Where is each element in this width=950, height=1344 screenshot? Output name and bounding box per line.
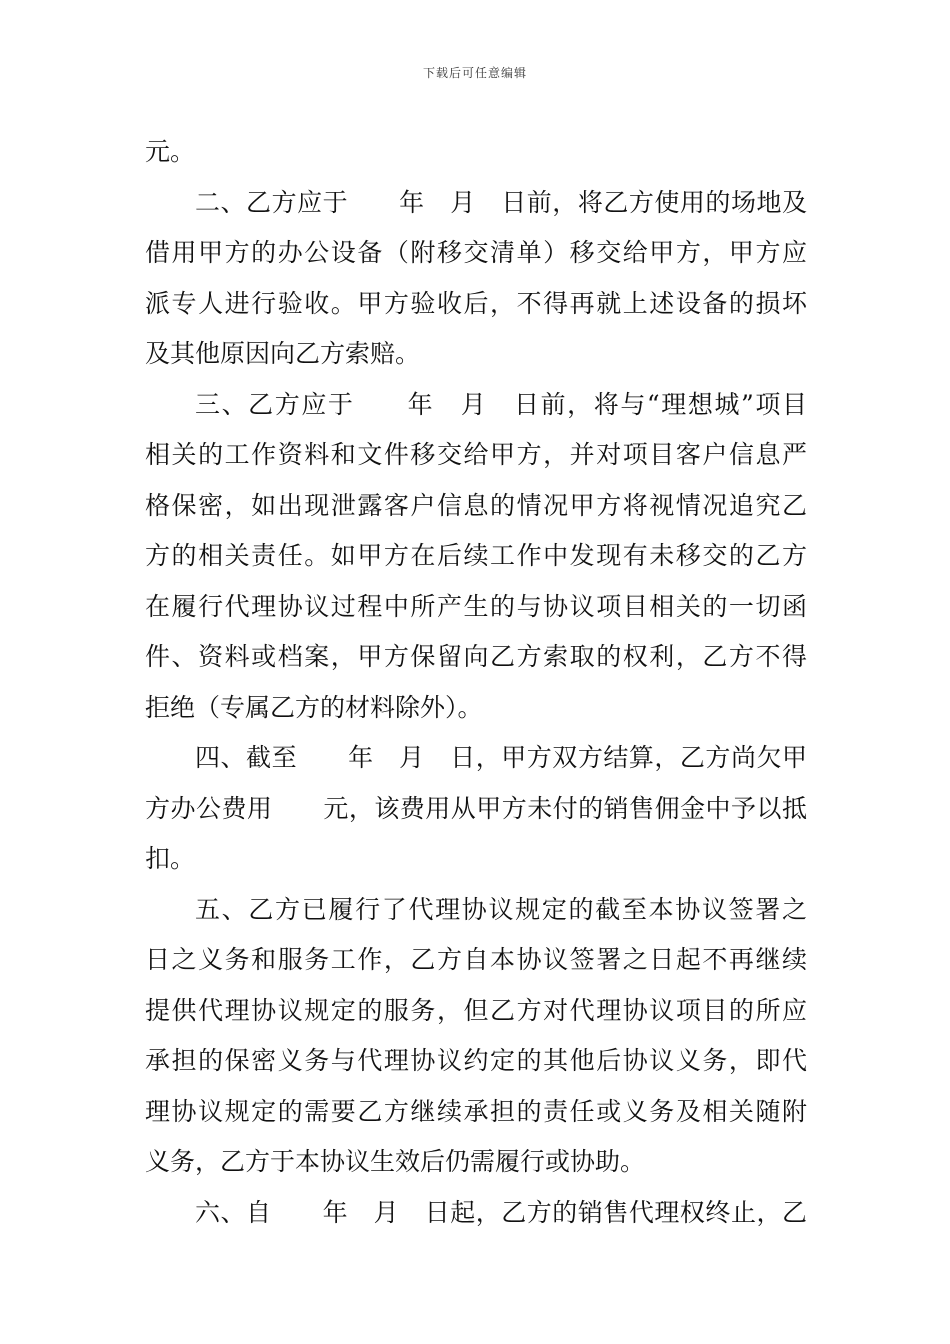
text-line: 件、资料或档案，甲方保留向乙方索取的权利，乙方不得 [145,642,807,671]
text-line: 提供代理协议规定的服务，但乙方对代理协议项目的所应 [145,995,807,1025]
text-line: 派专人进行验收。甲方验收后，不得再就上述设备的损坏 [145,288,807,318]
text-line: 承担的保密义务与代理协议约定的其他后协议义务，即代 [145,1046,807,1075]
text-line: 在履行代理协议过程中所产生的与协议项目相关的一切函 [145,591,807,621]
text-line: 借用甲方的办公设备（附移交清单）移交给甲方，甲方应 [145,238,807,267]
text-line: 日之义务和服务工作，乙方自本协议签署之日起不再继续 [145,945,807,974]
text-line: 四、截至 年 月 日，甲方双方结算，乙方尚欠甲 [195,743,807,772]
text-line: 方的相关责任。如甲方在后续工作中发现有未移交的乙方 [145,541,807,570]
text-line: 三、乙方应于 年 月 日前，将与“理想城”项目 [195,389,807,419]
text-line: 格保密，如出现泄露客户信息的情况甲方将视情况追究乙 [145,490,807,520]
text-line: 扣。 [145,844,196,873]
page-header: 下载后可任意编辑 [422,66,527,80]
text-line: 方办公费用 元，该费用从甲方未付的销售佣金中予以抵 [145,793,807,823]
text-line: 二、乙方应于 年 月 日前，将乙方使用的场地及 [195,187,807,217]
text-line: 相关的工作资料和文件移交给甲方，并对项目客户信息严 [145,440,807,469]
agreement-body [145,127,807,1238]
text-line: 拒绝（专属乙方的材料除外）。 [145,692,483,722]
text-line: 义务，乙方于本协议生效后仍需履行或协助。 [145,1147,646,1176]
text-line: 五、乙方已履行了代理协议规定的截至本协议签署之 [195,894,807,924]
text-line: 六、自 年 月 日起，乙方的销售代理权终止，乙 [195,1197,807,1227]
text-line: 元。 [145,137,196,166]
text-line: 及其他原因向乙方索赔。 [145,339,421,368]
text-line: 理协议规定的需要乙方继续承担的责任或义务及相关随附 [145,1096,807,1126]
